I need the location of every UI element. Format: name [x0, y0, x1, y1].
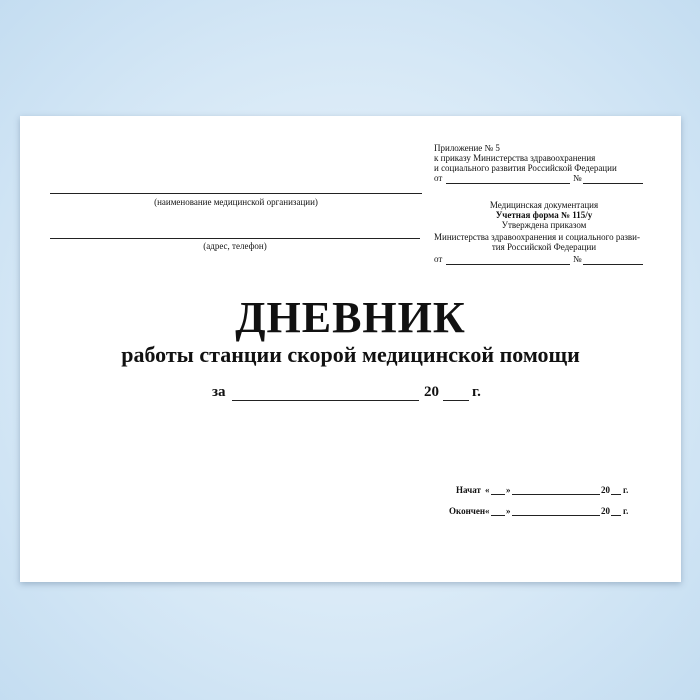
org-address-caption: (адрес, телефон)	[203, 241, 267, 251]
started-month-line	[512, 494, 600, 495]
appendix-date-line	[446, 183, 570, 184]
page-subtitle: работы станции скорой медицинской помощи	[121, 342, 580, 367]
ended-year-suffix: г.	[623, 506, 629, 516]
ended-label: Окончен	[449, 506, 486, 516]
started-day-line	[491, 494, 505, 495]
period-year-suffix: г.	[472, 384, 481, 400]
appendix-from-label: от	[434, 173, 443, 183]
org-address-line	[50, 238, 420, 239]
ended-day-line	[491, 515, 505, 516]
docinfo-date-line	[446, 264, 570, 265]
period-line	[232, 400, 419, 401]
started-quote-open: «	[485, 485, 490, 495]
period-year-prefix: 20	[424, 384, 439, 400]
docinfo-line-4: Министерства здравоохранения и социального разви-	[434, 232, 640, 242]
docinfo-line-5: тия Российской Федерации	[491, 242, 597, 252]
page-title: ДНЕВНИК	[235, 293, 466, 342]
ended-year-prefix: 20	[601, 506, 610, 516]
appendix-number-label: №	[573, 173, 582, 183]
appendix-number-line	[583, 183, 643, 184]
journal-cover	[20, 116, 681, 582]
docinfo-number-line	[583, 264, 643, 265]
appendix-line-2: к приказу Министерства здравоохранения	[434, 153, 596, 163]
ended-quote-close: »	[506, 506, 511, 516]
started-year-suffix: г.	[623, 485, 629, 495]
started-label: Начат	[456, 485, 481, 495]
ended-year-line	[611, 515, 621, 516]
docinfo-from-label: от	[434, 254, 443, 264]
org-name-line	[50, 193, 422, 194]
docinfo-line-1: Медицинская документация	[489, 200, 599, 210]
appendix-line-3: и социального развития Российской Федерации	[434, 163, 617, 173]
started-year-line	[611, 494, 621, 495]
period-prefix: за	[212, 384, 226, 400]
appendix-line-1: Приложение № 5	[434, 143, 500, 153]
ended-month-line	[512, 515, 600, 516]
started-quote-close: »	[506, 485, 511, 495]
ended-quote-open: «	[485, 506, 490, 516]
period-year-line	[443, 400, 469, 401]
docinfo-number-label: №	[573, 254, 582, 264]
started-year-prefix: 20	[601, 485, 610, 495]
docinfo-form-number: Учетная форма № 115/у	[495, 210, 593, 220]
docinfo-line-3: Утверждена приказом	[501, 220, 587, 230]
org-name-caption: (наименование медицинской организации)	[154, 197, 318, 207]
